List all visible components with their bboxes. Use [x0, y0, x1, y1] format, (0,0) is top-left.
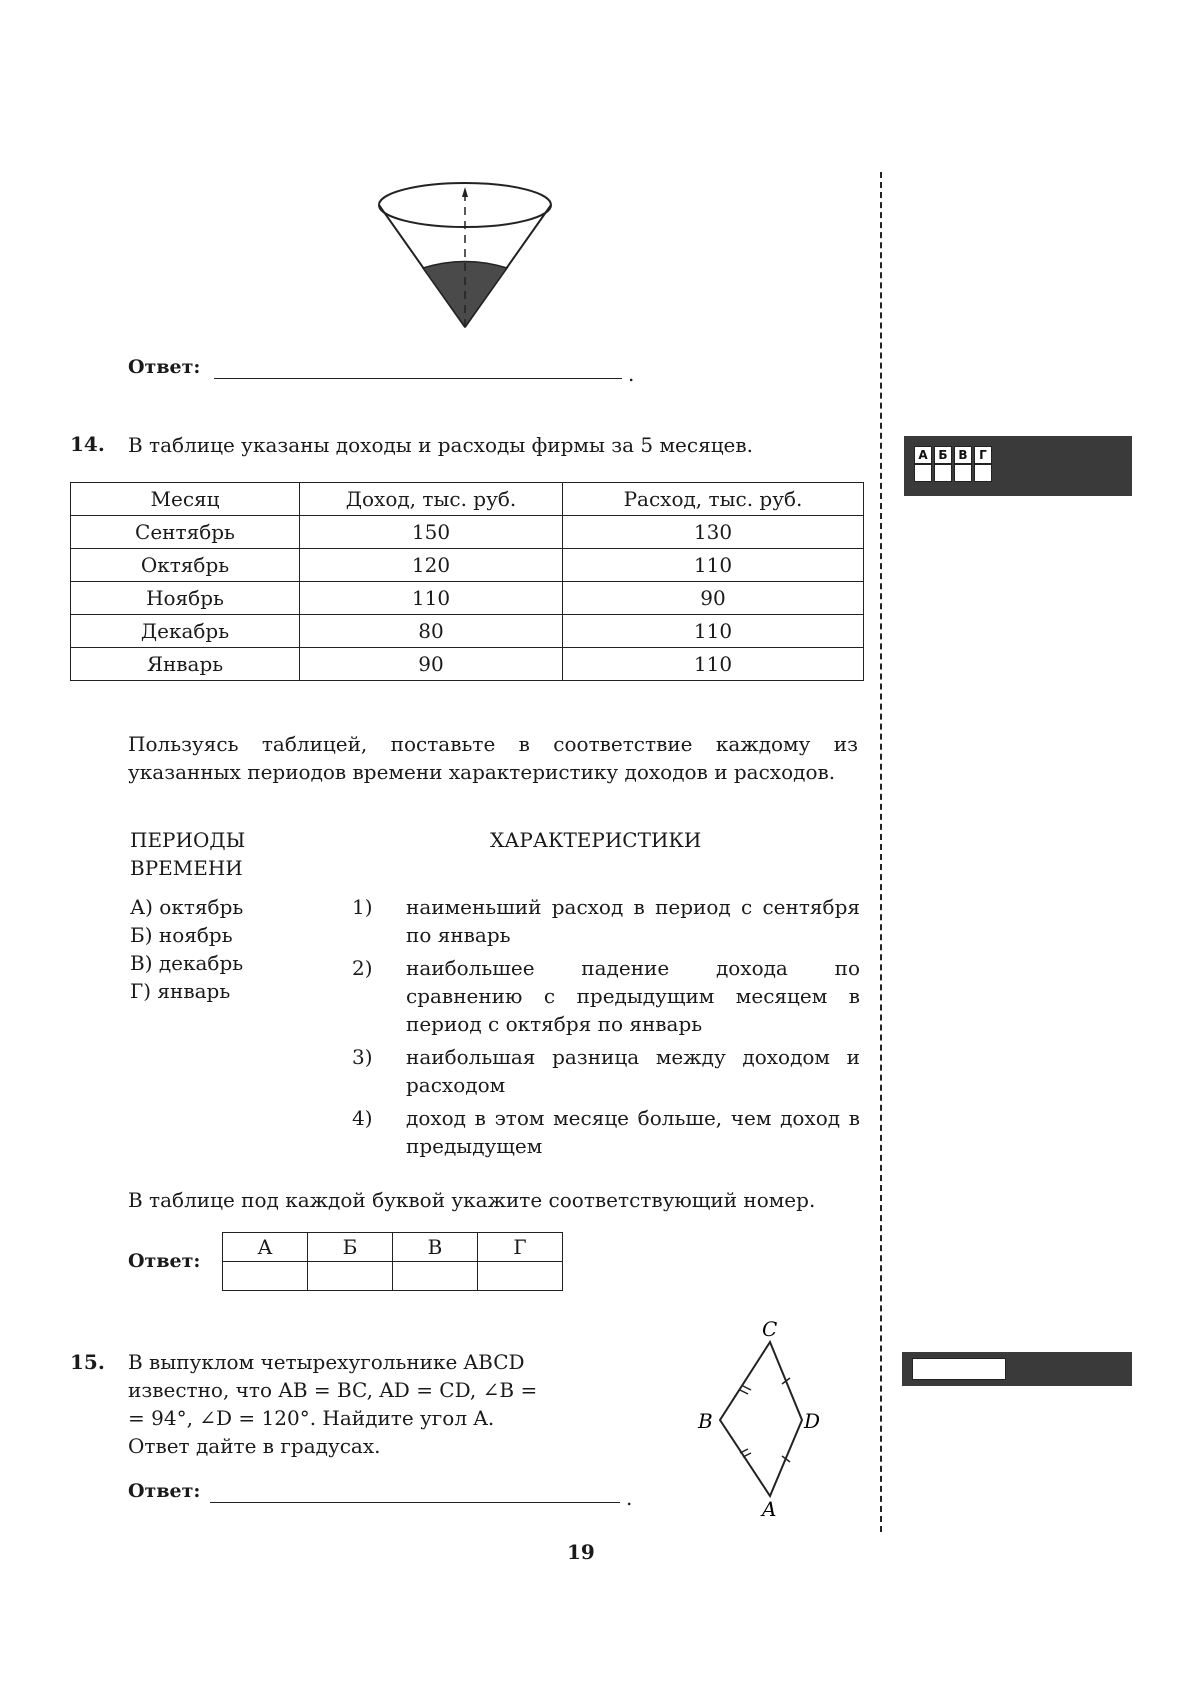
answer-dot-15: . [626, 1486, 633, 1510]
task15-line: = 94°, ∠D = 120°. Найдите угол A. [128, 1406, 495, 1430]
cone-figure [375, 175, 555, 335]
table-cell: Сентябрь [71, 516, 300, 549]
margin-letter: В [954, 446, 972, 464]
task15-line: известно, что AB = BC, AD = CD, ∠B = [128, 1378, 538, 1402]
table-header-cell: Доход, тыс. руб. [300, 483, 563, 516]
table-cell: 90 [563, 582, 864, 615]
table-row [71, 516, 864, 549]
answer-label-15: Ответ: [128, 1480, 201, 1502]
vertex-label-d: D [804, 1409, 821, 1433]
vertex-label-c: C [762, 1318, 778, 1341]
answer-box-14-margin [904, 436, 1132, 496]
table-header-row [71, 483, 864, 516]
table-row [71, 549, 864, 582]
table-cell: 90 [300, 648, 563, 681]
margin-letters [914, 444, 994, 464]
margin-input-cell[interactable] [934, 464, 952, 482]
vertex-label-b: B [698, 1409, 713, 1433]
income-expense-table [70, 482, 864, 681]
characteristic-item [352, 954, 860, 1038]
task15-number: 15. [70, 1350, 105, 1374]
task15-line: В выпуклом четырехугольнике ABCD [128, 1350, 525, 1374]
period-item: Г) январь [130, 979, 231, 1003]
answer-table-14 [222, 1232, 563, 1291]
table-row [71, 648, 864, 681]
characteristic-number: 4) [352, 1106, 373, 1130]
answer-line-13[interactable] [214, 378, 622, 379]
margin-input-cell[interactable] [974, 464, 992, 482]
margin-input-cell[interactable] [954, 464, 972, 482]
answer-label-14: Ответ: [128, 1250, 201, 1272]
task14-number: 14. [70, 432, 105, 456]
vertex-label-a: A [762, 1497, 777, 1518]
characteristic-number: 3) [352, 1045, 373, 1069]
table-cell: Октябрь [71, 549, 300, 582]
answer-header-cell: Б [308, 1233, 393, 1262]
periods-heading [130, 826, 245, 882]
periods-list [130, 893, 243, 1005]
characteristics-heading: ХАРАКТЕРИСТИКИ [490, 828, 702, 852]
table-header-cell: Месяц [71, 483, 300, 516]
page-number: 19 [567, 1540, 595, 1564]
margin-letter: А [914, 446, 932, 464]
task15-line: Ответ дайте в градусах. [128, 1434, 381, 1458]
answer-input-cell[interactable] [223, 1262, 308, 1291]
answer-input-cell[interactable] [478, 1262, 563, 1291]
table-cell: 110 [300, 582, 563, 615]
table-row [71, 582, 864, 615]
task15-text [128, 1348, 568, 1460]
table-cell: Декабрь [71, 615, 300, 648]
table-cell: 110 [563, 549, 864, 582]
periods-heading-line2: ВРЕМЕНИ [130, 856, 243, 880]
characteristic-item [352, 1043, 860, 1099]
answer-header-cell: Г [478, 1233, 563, 1262]
table-cell: Январь [71, 648, 300, 681]
answer-dot-13: . [628, 362, 635, 386]
margin-input-cell[interactable] [914, 464, 932, 482]
answer-label-13: Ответ: [128, 356, 201, 378]
characteristic-item [352, 893, 860, 949]
margin-letter: Б [934, 446, 952, 464]
period-item: В) декабрь [130, 951, 244, 975]
characteristic-text: наименьший расход в период с сентября по январь [406, 895, 860, 947]
characteristic-item [352, 1104, 860, 1160]
characteristic-text: доход в этом месяце больше, чем доход в предыдущем [406, 1106, 860, 1158]
margin-input-cells [914, 464, 994, 486]
table-header-cell: Расход, тыс. руб. [563, 483, 864, 516]
quadrilateral-figure [694, 1318, 834, 1518]
cut-line [880, 172, 882, 1532]
characteristic-text: наибольшая разница между доходом и расходом [406, 1045, 860, 1097]
answer-table-input-row [223, 1262, 563, 1291]
answer-header-cell: В [393, 1233, 478, 1262]
answer-input-cell[interactable] [393, 1262, 478, 1291]
answer-input-cell[interactable] [308, 1262, 393, 1291]
task14-intro: В таблице указаны доходы и расходы фирмы за 5 месяцев. [128, 433, 754, 457]
characteristic-number: 1) [352, 895, 373, 919]
period-item: Б) ноябрь [130, 923, 233, 947]
table-row [71, 615, 864, 648]
table-cell: Ноябрь [71, 582, 300, 615]
table-cell: 120 [300, 549, 563, 582]
margin-letter: Г [974, 446, 992, 464]
table-cell: 110 [563, 615, 864, 648]
answer-table-header [223, 1233, 563, 1262]
table-cell: 80 [300, 615, 563, 648]
characteristics-list [352, 893, 860, 1160]
table-cell: 130 [563, 516, 864, 549]
answer-line-15[interactable] [210, 1502, 620, 1503]
table-instruction: В таблице под каждой буквой укажите соответствующий номер. [128, 1188, 816, 1212]
characteristic-text: наибольшее падение дохода по сравнению с предыдущим месяцем в период с октября по январь [406, 956, 860, 1036]
periods-heading-line1: ПЕРИОДЫ [130, 828, 246, 852]
answer-header-cell: А [223, 1233, 308, 1262]
answer-box-15-margin [902, 1352, 1132, 1386]
characteristic-number: 2) [352, 956, 373, 980]
margin-answer-field[interactable] [912, 1358, 1006, 1380]
task14-instruction: Пользуясь таблицей, поставьте в соответствие каждому из указанных периодов времени характеристику доходов и расходов. [128, 732, 858, 784]
period-item: А) октябрь [130, 895, 244, 919]
table-cell: 110 [563, 648, 864, 681]
table-cell: 150 [300, 516, 563, 549]
